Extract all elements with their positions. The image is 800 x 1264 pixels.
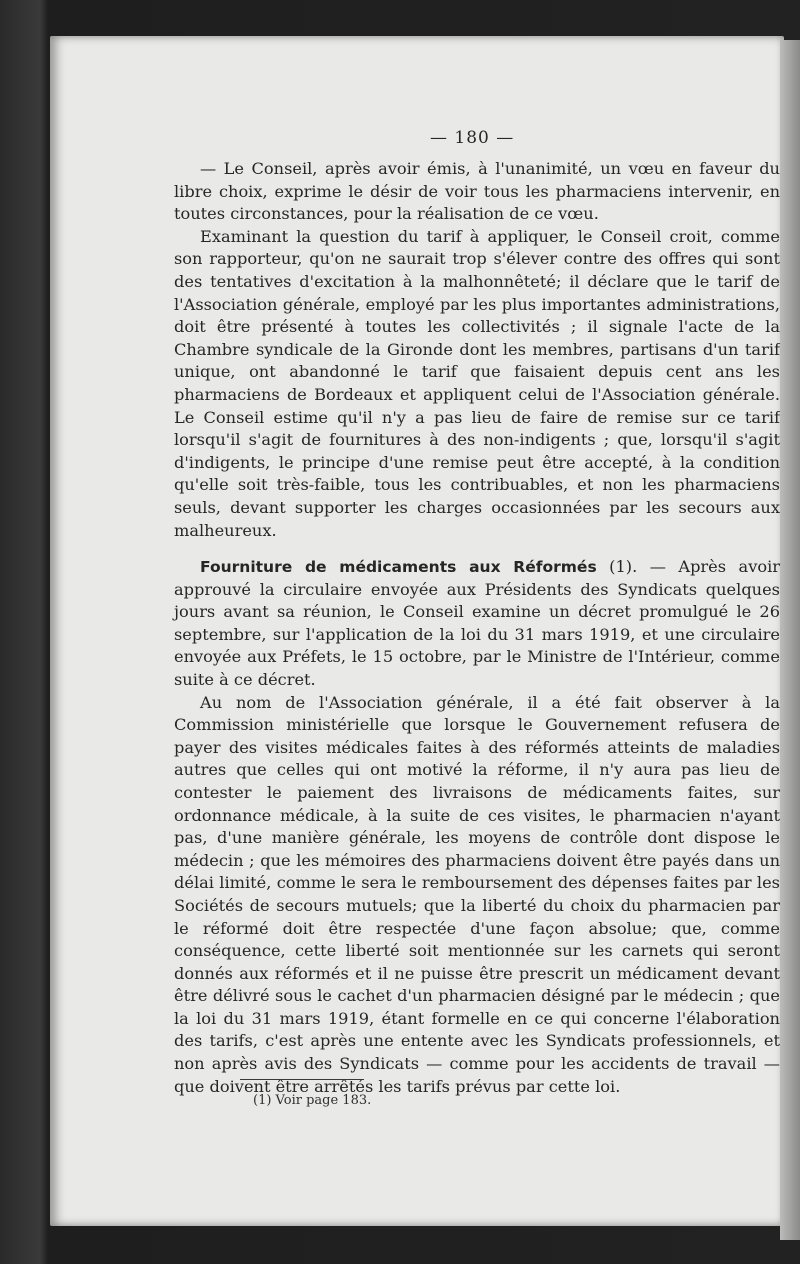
paragraph-association-remarks: Au nom de l'Association générale, il a été fait observer à la Commission ministérielle que lorsque le Gouvernement refusera de payer des visites médicales faites à des réformés atteints de maladies autres que celles qui ont motivé la réforme, il n'y aura pas lieu de contester le paiement des livraisons de médicaments faites, sur ordonnance médicale, à la suite de ces visites, le pharmacien n'ayant pas, d'une manière générale, les moyens de contrôle dont dispose le médecin ; que les mémoires des pharmaciens doivent être payés dans un délai limité, comme le sera le remboursement des dépenses faites par les Sociétés de secours mutuels; que la liberté du choix du pharmacien par le réformé doit être respectée d'une façon absolue; que, comme conséquence, cette liberté soit mentionnée sur les carnets qui seront donnés aux réformés et il ne puisse être prescrit un médicament devant être délivré sous le cachet d'un pharmacien désigné par le médecin ; que la loi du 31 mars 1919, étant formelle en ce qui concerne l'élaboration des tarifs, c'est après une entente avec les Syndicats professionnels, et non après avis des Syndicats — comme pour les accidents de travail — que doivent être arrêtés les tarifs prévus par cette loi. [174, 692, 780, 1096]
text-block-council-opinion [174, 158, 780, 542]
page-sheet [50, 36, 784, 1226]
section-intro-text: (1). — Après avoir approuvé la circulaire envoyée aux Présidents des Syndicats quelques jours avant sa réunion, le Conseil examine un décret promulgué le 26 septembre, sur l'application de la loi du 31 mars 1919, et une circulaire envoyée aux Préfets, le 15 octobre, par le Ministre de l'Intérieur, comme suite à ce décret. [174, 557, 780, 689]
paragraph-tarif: Examinant la question du tarif à appliquer, le Conseil croit, comme son rapporteur, qu'on ne saurait trop s'élever contre des offres qui sont des tentatives d'excitation à la malhonnêteté; il déclare que le tarif de l'Association générale, employé par les plus importantes administrations, doit être présenté à toutes les collectivités ; il signale l'acte de la Chambre syndicale de la Gironde dont les membres, partisans d'un tarif unique, ont abandonné le tarif que faisaient depuis cent ans les pharmaciens de Bordeaux et appliquent celui de l'Association générale. Le Conseil estime qu'il n'y a pas lieu de faire de remise sur ce tarif lorsqu'il s'agit de fournitures à des non-indigents ; que, lorsqu'il s'agit d'indigents, le principe d'une remise peut être accepté, à la condition qu'elle soit très-faible, tous les contribuables, et non les pharmaciens seuls, devant supporter les charges occasionnées par les secours aux malheureux. [174, 226, 780, 540]
paragraph-section-intro [174, 556, 780, 692]
page-number: — 180 — [430, 128, 515, 148]
footnote-divider [240, 1079, 364, 1080]
text-block-reformes-section [174, 556, 780, 1098]
section-heading: Fourniture de médicaments aux Réformés [200, 558, 597, 576]
paragraph-libre-choix: — Le Conseil, après avoir émis, à l'unanimité, un vœu en faveur du libre choix, exprime le désir de voir tous les pharmaciens intervenir, en toutes circonstances, pour la réalisation de ce vœu. [174, 159, 780, 224]
page-edge [780, 40, 800, 1240]
footnote: (1) Voir page 183. [253, 1093, 372, 1108]
